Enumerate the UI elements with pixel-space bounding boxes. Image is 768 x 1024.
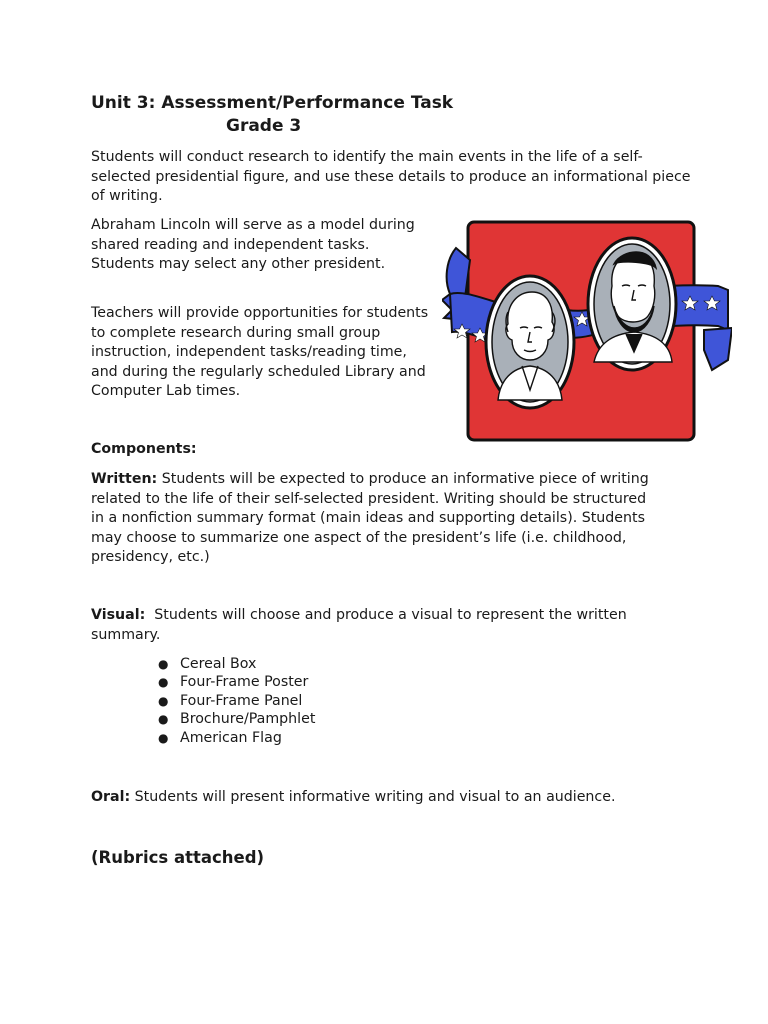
title-line-1: Unit 3: Assessment/Performance Task [91, 93, 454, 113]
bullet-icon: ● [158, 657, 169, 671]
list-item-text: American Flag [180, 729, 282, 746]
title-line-2: Grade 3 [226, 116, 302, 136]
written-component [91, 470, 661, 568]
visual-component [91, 606, 681, 645]
bullet-icon: ● [158, 712, 169, 727]
oral-text: Students will present informative writing and visual to an audience. [130, 789, 616, 805]
list-item [158, 710, 315, 728]
rubrics-note: (Rubrics attached) [91, 848, 265, 867]
visual-options-list [158, 655, 315, 747]
components-heading: Components: [91, 441, 197, 457]
bullet-icon: ● [158, 693, 169, 708]
written-text: Students will be expected to produce an informative piece of writing related to the life of their self-selected president. Writing should be structured in a nonfiction summary format (main ideas and supporting details). Students may choose to summarize one aspect of the president’s life (i.e. childhood, presidency, etc.) [91, 471, 649, 565]
visual-label: Visual: [91, 607, 146, 623]
list-item-text: Four-Frame Panel [180, 692, 303, 709]
bullet-icon: ● [158, 675, 169, 690]
oral-component [91, 788, 691, 808]
teachers-paragraph: Teachers will provide opportunities for students to complete research during small group instruction, independent tasks/reading time, and during the regularly scheduled Library and Computer Lab times. [91, 305, 429, 399]
list-item [158, 655, 315, 673]
list-item [158, 729, 315, 747]
intro-paragraph: Students will conduct research to identify the main events in the life of a self-selected presidential figure, and use these details to produce an informational piece of writing. [91, 149, 691, 204]
list-item [158, 673, 315, 691]
document-title [91, 92, 453, 138]
written-label: Written: [91, 471, 158, 487]
presidents-clipart-icon [442, 220, 732, 442]
list-item [158, 692, 315, 710]
visual-text: Students will choose and produce a visual to represent the written summary. [91, 607, 632, 643]
bullet-icon: ● [158, 730, 169, 745]
lincoln-paragraph: Abraham Lincoln will serve as a model during shared reading and independent tasks. Students may select any other president. [91, 217, 415, 272]
list-item-text: Brochure/Pamphlet [180, 711, 316, 728]
list-item-text: Four-Frame Poster [180, 674, 309, 691]
list-item-text: Cereal Box [180, 656, 257, 672]
oral-label: Oral: [91, 789, 131, 805]
